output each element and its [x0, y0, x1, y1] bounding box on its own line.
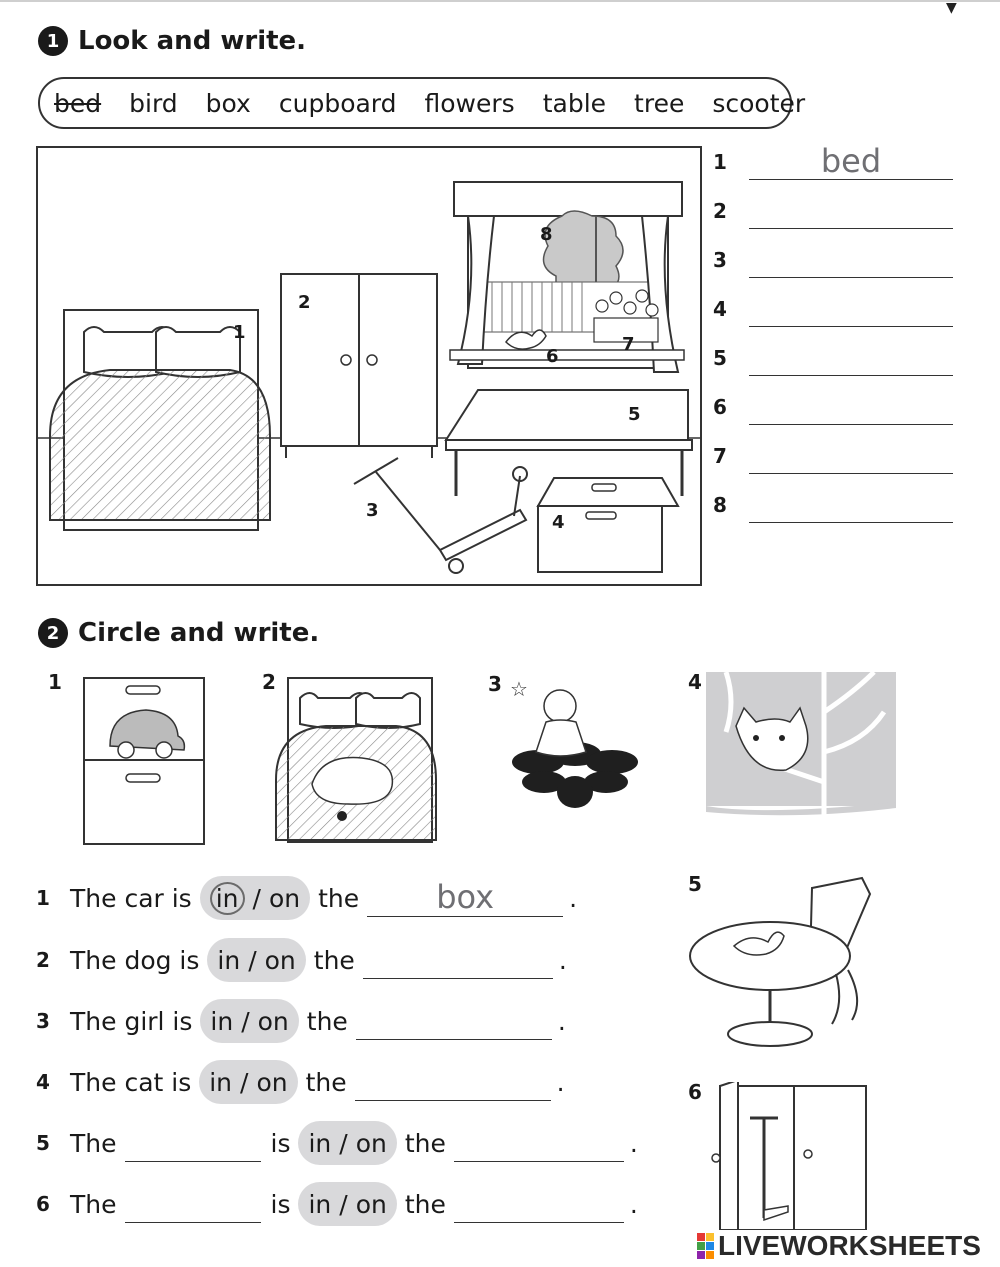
bedroom-scene-illustration	[36, 146, 702, 586]
sentence-period: .	[629, 1189, 638, 1219]
exercise-1-heading	[38, 26, 306, 56]
word-table: table	[542, 88, 607, 118]
in-on-choice	[200, 876, 310, 920]
option-separator: /	[248, 945, 257, 975]
scene-label-2: 2	[298, 292, 311, 313]
sentence-number: 1	[36, 886, 50, 910]
answer-line	[749, 242, 953, 278]
sentence-number: 2	[36, 948, 50, 972]
answer-blank	[356, 1002, 552, 1040]
scene-label-1: 1	[233, 322, 246, 343]
answer-line	[749, 389, 953, 425]
picture-number-4: 4	[688, 670, 702, 694]
picture-number-3: 3	[488, 672, 502, 696]
sentence-number: 6	[36, 1192, 50, 1216]
in-on-choice	[298, 1182, 396, 1226]
in-on-choice	[298, 1121, 396, 1165]
word-scooter: scooter	[712, 88, 806, 118]
answer-row	[713, 189, 953, 229]
sentence-start: The dog is	[70, 945, 200, 975]
exercise-1-title: Look and write.	[78, 26, 307, 56]
sentence-the: the	[306, 1006, 348, 1036]
answer-number: 5	[713, 346, 727, 370]
sentence-6	[36, 1182, 638, 1226]
sentence-6-subject-input[interactable]	[125, 1184, 261, 1222]
option-on[interactable]: on	[355, 1189, 387, 1219]
word-bank	[38, 77, 806, 129]
bed-drawing	[50, 310, 270, 530]
sentence-number: 4	[36, 1070, 50, 1094]
answer-blank	[363, 941, 553, 979]
answer-blank	[367, 879, 563, 917]
in-on-choice	[207, 938, 305, 982]
scene-label-4: 4	[552, 512, 565, 533]
sentence-the: the	[313, 945, 355, 975]
option-separator: /	[252, 883, 261, 913]
picture-number-1: 1	[48, 670, 62, 694]
sentence-start: The	[70, 1189, 117, 1219]
svg-text:☆: ☆	[510, 677, 528, 701]
sentence-number: 3	[36, 1009, 50, 1033]
answer-line	[749, 193, 953, 229]
sentence-the: the	[404, 1128, 446, 1158]
sentence-period: .	[629, 1128, 638, 1158]
scene-label-3: 3	[366, 500, 379, 521]
sentence-period: .	[558, 945, 567, 975]
scene-label-6: 6	[546, 346, 559, 367]
answer-number: 6	[713, 395, 727, 419]
top-divider	[0, 0, 1000, 4]
option-separator: /	[339, 1128, 348, 1158]
sentence-5-object-input[interactable]	[454, 1123, 624, 1161]
window-drawing	[450, 182, 684, 372]
option-in[interactable]: in	[308, 1189, 332, 1219]
picture-number-6: 6	[688, 1080, 702, 1104]
answer-input-8[interactable]	[749, 486, 953, 522]
answer-input-7[interactable]	[749, 437, 953, 473]
answer-line	[749, 487, 953, 523]
option-separator: /	[241, 1006, 250, 1036]
picture-number-5: 5	[688, 872, 702, 896]
answer-number: 4	[713, 297, 727, 321]
sentence-6-object-input[interactable]	[454, 1184, 624, 1222]
sentence-3-object-input[interactable]	[356, 1001, 552, 1039]
exercise-2-title: Circle and write.	[78, 618, 320, 648]
option-in[interactable]: in	[210, 1006, 234, 1036]
option-on[interactable]: on	[355, 1128, 387, 1158]
answer-blank	[454, 1185, 624, 1223]
answer-number: 3	[713, 248, 727, 272]
exercise-2-number: 2	[38, 618, 68, 648]
option-in[interactable]: in	[217, 945, 241, 975]
sentence-3	[36, 999, 566, 1043]
exercise-1-number: 1	[38, 26, 68, 56]
sentence-5	[36, 1121, 638, 1165]
word-flowers: flowers	[424, 88, 515, 118]
answer-number: 1	[713, 150, 727, 174]
sentence-1-object-input[interactable]	[367, 878, 563, 916]
sentence-5-subject-input[interactable]	[125, 1123, 261, 1161]
scene-label-5: 5	[628, 404, 641, 425]
answer-input-3[interactable]	[749, 241, 953, 277]
option-separator: /	[240, 1067, 249, 1097]
answer-number: 2	[713, 199, 727, 223]
sentence-start: The car is	[70, 883, 192, 913]
answer-input-1[interactable]	[749, 143, 953, 179]
option-on[interactable]: on	[264, 945, 296, 975]
answer-row	[713, 238, 953, 278]
girl-on-flower-picture	[500, 676, 650, 824]
answer-blank	[454, 1124, 624, 1162]
sentence-period: .	[557, 1006, 566, 1036]
in-on-choice	[199, 1060, 297, 1104]
answer-line	[749, 291, 953, 327]
bird-on-table-picture	[688, 874, 888, 1052]
sentence-the: the	[305, 1067, 347, 1097]
option-on[interactable]: on	[268, 883, 301, 913]
subject-blank	[125, 1124, 261, 1162]
answer-number: 7	[713, 444, 727, 468]
option-in[interactable]: in	[308, 1128, 332, 1158]
answer-line	[749, 144, 953, 180]
answer-input-2[interactable]	[749, 192, 953, 228]
answer-input-5[interactable]	[749, 339, 953, 375]
sentence-is: is	[270, 1189, 291, 1219]
scene-label-8: 8	[540, 224, 553, 245]
sentence-number: 5	[36, 1131, 50, 1155]
word-bed: bed	[54, 88, 102, 118]
sentence-1	[36, 876, 577, 920]
scene-label-7: 7	[622, 334, 635, 355]
option-on[interactable]: on	[257, 1006, 289, 1036]
answer-line	[749, 438, 953, 474]
sentence-2-object-input[interactable]	[363, 940, 553, 978]
option-in[interactable]: in	[210, 882, 245, 915]
picture-number-2: 2	[262, 670, 276, 694]
sentence-4	[36, 1060, 565, 1104]
answer-row	[713, 287, 953, 327]
subject-blank	[125, 1185, 261, 1223]
liveworksheets-logo	[697, 1230, 981, 1262]
word-bird: bird	[129, 88, 178, 118]
sentence-4-object-input[interactable]	[355, 1062, 551, 1100]
car-in-box-picture	[80, 674, 212, 850]
sentence-the: the	[318, 883, 360, 913]
sentence-period: .	[556, 1067, 565, 1097]
brand-name: LIVEWORKSHEETS	[718, 1230, 981, 1261]
answer-row	[713, 140, 953, 180]
answer-blank	[355, 1063, 551, 1101]
sentence-period: .	[569, 883, 578, 913]
word-box: box	[205, 88, 251, 118]
scooter-in-cupboard-picture	[710, 1082, 870, 1230]
answer-number: 8	[713, 493, 727, 517]
cat-in-tree-picture	[706, 672, 896, 848]
sentence-start: The girl is	[70, 1006, 193, 1036]
answer-row	[713, 483, 953, 523]
option-on[interactable]: on	[256, 1067, 288, 1097]
in-on-choice	[200, 999, 298, 1043]
logo-blocks-icon	[697, 1233, 714, 1259]
exercise-2-heading	[38, 618, 319, 648]
dropdown-arrow-icon: ▼	[946, 0, 957, 16]
word-cupboard: cupboard	[278, 88, 397, 118]
sentence-start: The cat is	[70, 1067, 192, 1097]
answer-input-4[interactable]	[749, 290, 953, 326]
answer-line	[749, 340, 953, 376]
sentence-2	[36, 938, 567, 982]
option-separator: /	[339, 1189, 348, 1219]
answer-input-6[interactable]	[749, 388, 953, 424]
option-in[interactable]: in	[209, 1067, 233, 1097]
word-tree: tree	[634, 88, 685, 118]
sentence-the: the	[404, 1189, 446, 1219]
answer-row	[713, 434, 953, 474]
answer-row	[713, 385, 953, 425]
dog-on-bed-picture	[272, 674, 442, 846]
answer-row	[713, 336, 953, 376]
sentence-is: is	[270, 1128, 291, 1158]
sentence-start: The	[70, 1128, 117, 1158]
